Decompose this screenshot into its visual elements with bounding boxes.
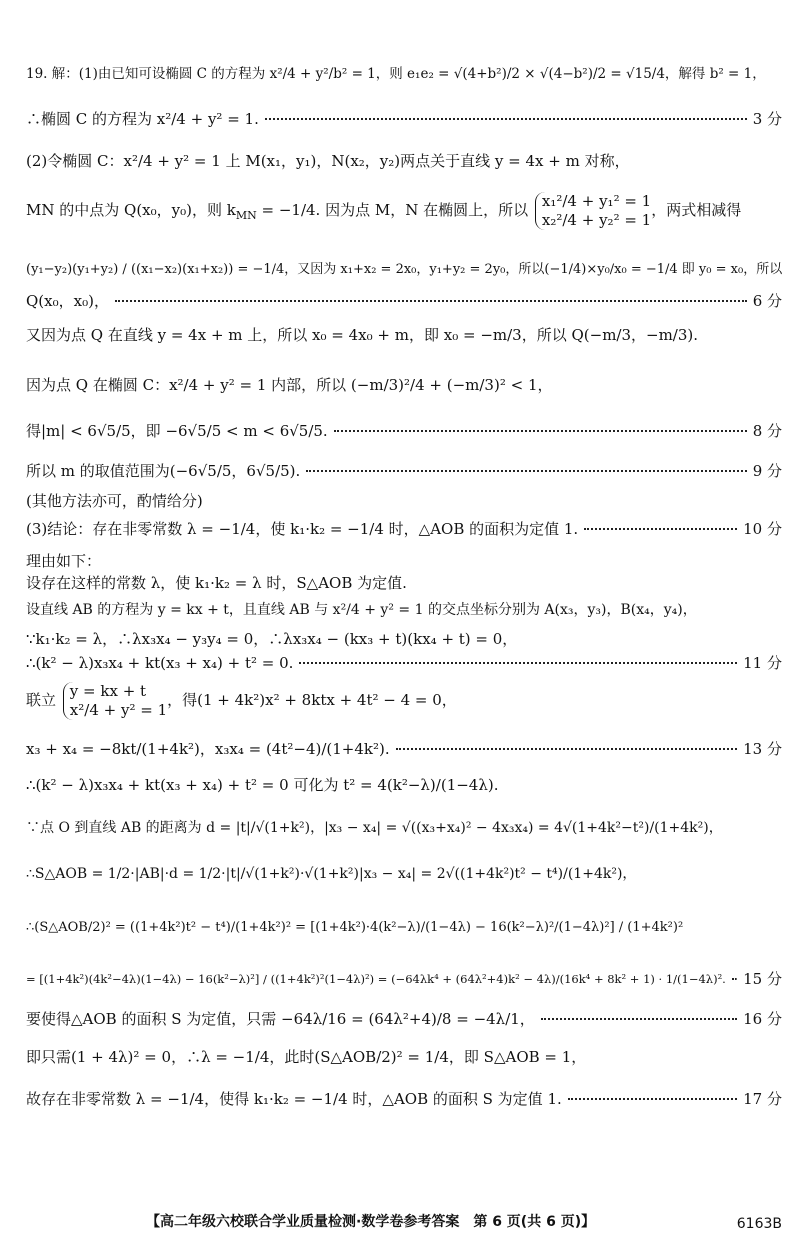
text: ∴椭圆 C 的方程为 x²/4 + y² = 1. bbox=[26, 110, 259, 128]
line-midpoint bbox=[26, 192, 782, 230]
text: 设存在这样的常数 λ，使 k₁·k₂ = λ 时，S△AOB 为定值. bbox=[26, 574, 407, 592]
line-constant-condition bbox=[26, 1010, 782, 1029]
footer-code: 6163B bbox=[736, 1216, 782, 1232]
score: 8 分 bbox=[752, 422, 782, 440]
line-assume bbox=[26, 574, 782, 593]
text: 又因为点 Q 在直线 y = 4x + m 上，所以 x₀ = 4x₀ + m，即 x₀ = −m/3，所以 Q(−m/3，−m/3). bbox=[26, 326, 699, 344]
system-eq-2: x₂²/4 + y₂² = 1 bbox=[541, 210, 652, 229]
line-lambda bbox=[26, 1048, 782, 1067]
line-q-inside bbox=[26, 376, 782, 395]
footer-title: 【高二年级六校联合学业质量检测·数学卷参考答案 第 6 页(共 6 页)】 bbox=[146, 1214, 596, 1230]
text: ∴(k² − λ)x₃x₄ + kt(x₃ + x₄) + t² = 0 可化为 t² = 4(k²−λ)/(1−4λ). bbox=[26, 776, 499, 794]
equation-system bbox=[535, 192, 651, 230]
leader-dots bbox=[396, 748, 738, 750]
system-eq-2: x²/4 + y² = 1 bbox=[69, 700, 168, 719]
score: 11 分 bbox=[743, 654, 782, 672]
text: 因为点 Q 在椭圆 C：x²/4 + y² = 1 内部，所以 (−m/3)²/4 + (−m/3)² < 1， bbox=[26, 376, 553, 394]
line-note bbox=[26, 492, 782, 511]
score: 3 分 bbox=[752, 110, 782, 128]
text: Q(x₀，x₀)， bbox=[26, 292, 109, 310]
text: 19. 解：(1)由已知可设椭圆 C 的方程为 x²/4 + y²/b² = 1，则 e₁e₂ = √(4+b²)/2 × √(4−b²)/2 = √15/4，解得 b² = 1， bbox=[26, 66, 766, 82]
text: ∴(S△AOB/2)² = ((1+4k²)t² − t⁴)/(1+4k²)² = [(1+4k²)·4(k²−λ)/(1−4λ) − 16(k²−λ)²/(1−4λ)²] / (1+4k²)² bbox=[26, 920, 684, 935]
line-part2-setup bbox=[26, 152, 782, 171]
page-footer bbox=[0, 1204, 800, 1244]
text: ，两式相减得 bbox=[651, 200, 742, 219]
line-simultaneous bbox=[26, 682, 782, 720]
leader-dots bbox=[541, 1018, 737, 1020]
line-m-range bbox=[26, 462, 782, 481]
line-q-point bbox=[26, 292, 782, 311]
line-m-bound bbox=[26, 422, 782, 441]
leader-dots bbox=[115, 300, 747, 302]
leader-dots bbox=[584, 528, 737, 530]
text: 设直线 AB 的方程为 y = kx + t，且直线 AB 与 x²/4 + y² = 1 的交点坐标分别为 A(x₃，y₃)，B(x₄，y₄)， bbox=[26, 602, 697, 618]
score: 13 分 bbox=[743, 740, 782, 758]
leader-dots bbox=[732, 978, 737, 980]
line-subtraction bbox=[26, 262, 782, 278]
leader-dots bbox=[265, 118, 747, 120]
score: 9 分 bbox=[752, 462, 782, 480]
score: 10 分 bbox=[743, 520, 782, 538]
equation-system bbox=[63, 682, 167, 720]
text: 联立 bbox=[26, 690, 57, 709]
text: 要使得△AOB 的面积 S 为定值，只需 −64λ/16 = (64λ²+4)/8 = −4λ/1， bbox=[26, 1010, 535, 1028]
leader-dots bbox=[568, 1098, 737, 1100]
text: (y₁−y₂)(y₁+y₂) / ((x₁−x₂)(x₁+x₂)) = −1/4，又因为 x₁+x₂ = 2x₀，y₁+y₂ = 2y₀，所以(−1/4)×y₀/x₀ = −1/4 即 y₀ = x₀，所以 bbox=[26, 262, 783, 277]
subscript: MN bbox=[235, 208, 257, 222]
leader-dots bbox=[299, 662, 737, 664]
line-part3-conclusion bbox=[26, 520, 782, 539]
text: 所以 m 的取值范围为(−6√5/5，6√5/5). bbox=[26, 462, 301, 480]
text: 故存在非零常数 λ = −1/4，使得 k₁·k₂ = −1/4 时，△AOB 的面积 S 为定值 1. bbox=[26, 1090, 562, 1108]
text: ∵点 O 到直线 AB 的距离为 d = |t|/√(1+k²)，|x₃ − x₄| = √((x₃+x₄)² − 4x₃x₄) = 4√(1+4k²−t²)/(1+4k²)， bbox=[26, 820, 723, 836]
leader-dots bbox=[334, 430, 747, 432]
text: = −1/4. 因为点 M，N 在椭圆上，所以 bbox=[256, 200, 529, 219]
line-area-simplified bbox=[26, 970, 782, 989]
line-k-product bbox=[26, 630, 782, 649]
text: ∵k₁·k₂ = λ，∴λx₃x₄ − y₃y₄ = 0，∴λx₃x₄ − (kx₃ + t)(kx₄ + t) = 0， bbox=[26, 630, 518, 648]
system-eq-1: x₁²/4 + y₁² = 1 bbox=[541, 192, 652, 210]
system-eq-1: y = kx + t bbox=[69, 682, 147, 700]
line-distance bbox=[26, 820, 782, 838]
text: (3)结论：存在非零常数 λ = −1/4，使 k₁·k₂ = −1/4 时，△AOB 的面积为定值 1. bbox=[26, 520, 579, 538]
line-reason bbox=[26, 552, 782, 571]
text: MN 的中点为 Q(x₀，y₀)，则 k bbox=[26, 200, 236, 219]
line-final bbox=[26, 1090, 782, 1109]
text: ∴S△AOB = 1/2·|AB|·d = 1/2·|t|/√(1+k²)·√(1+k²)|x₃ − x₄| = 2√((1+4k²)t² − t⁴)/(1+4k²)， bbox=[26, 866, 637, 882]
line-ellipse-equation bbox=[26, 110, 782, 129]
text: = [(1+4k²)(4k²−4λ)(1−4λ) − 16(k²−λ)²] / ((1+4k²)²(1−4λ)²) = (−64λk⁴ + (64λ²+4)k² − 4λ)/(16k⁴ + 8k² + 1) · 1/(1−4λ)². bbox=[26, 972, 726, 987]
score: 16 分 bbox=[743, 1010, 782, 1028]
text: ∴(k² − λ)x₃x₄ + kt(x₃ + x₄) + t² = 0. bbox=[26, 654, 294, 672]
text: 理由如下： bbox=[26, 552, 102, 570]
text: (其他方法亦可，酌情给分) bbox=[26, 492, 203, 510]
line-area bbox=[26, 866, 782, 884]
leader-dots bbox=[306, 470, 746, 472]
text: ，得(1 + 4k²)x² + 8ktx + 4t² − 4 = 0， bbox=[167, 690, 457, 709]
line-part1-ellipse bbox=[26, 66, 782, 83]
text: x₃ + x₄ = −8kt/(1+4k²)，x₃x₄ = (4t²−4)/(1+4k²). bbox=[26, 740, 390, 758]
line-ab-setup bbox=[26, 602, 782, 620]
score: 17 分 bbox=[743, 1090, 782, 1108]
score: 15 分 bbox=[743, 970, 782, 988]
line-relation bbox=[26, 654, 782, 673]
text: 得|m| < 6√5/5，即 −6√5/5 < m < 6√5/5. bbox=[26, 422, 328, 440]
score: 6 分 bbox=[752, 292, 782, 310]
line-t-squared bbox=[26, 776, 782, 795]
line-q-on-line bbox=[26, 326, 782, 345]
text: 即只需(1 + 4λ)² = 0，∴λ = −1/4，此时(S△AOB/2)² = 1/4，即 S△AOB = 1， bbox=[26, 1048, 587, 1066]
line-vieta bbox=[26, 740, 782, 759]
text: (2)令椭圆 C：x²/4 + y² = 1 上 M(x₁，y₁)，N(x₂，y₂)两点关于直线 y = 4x + m 对称， bbox=[26, 152, 630, 170]
line-area-squared bbox=[26, 920, 782, 936]
